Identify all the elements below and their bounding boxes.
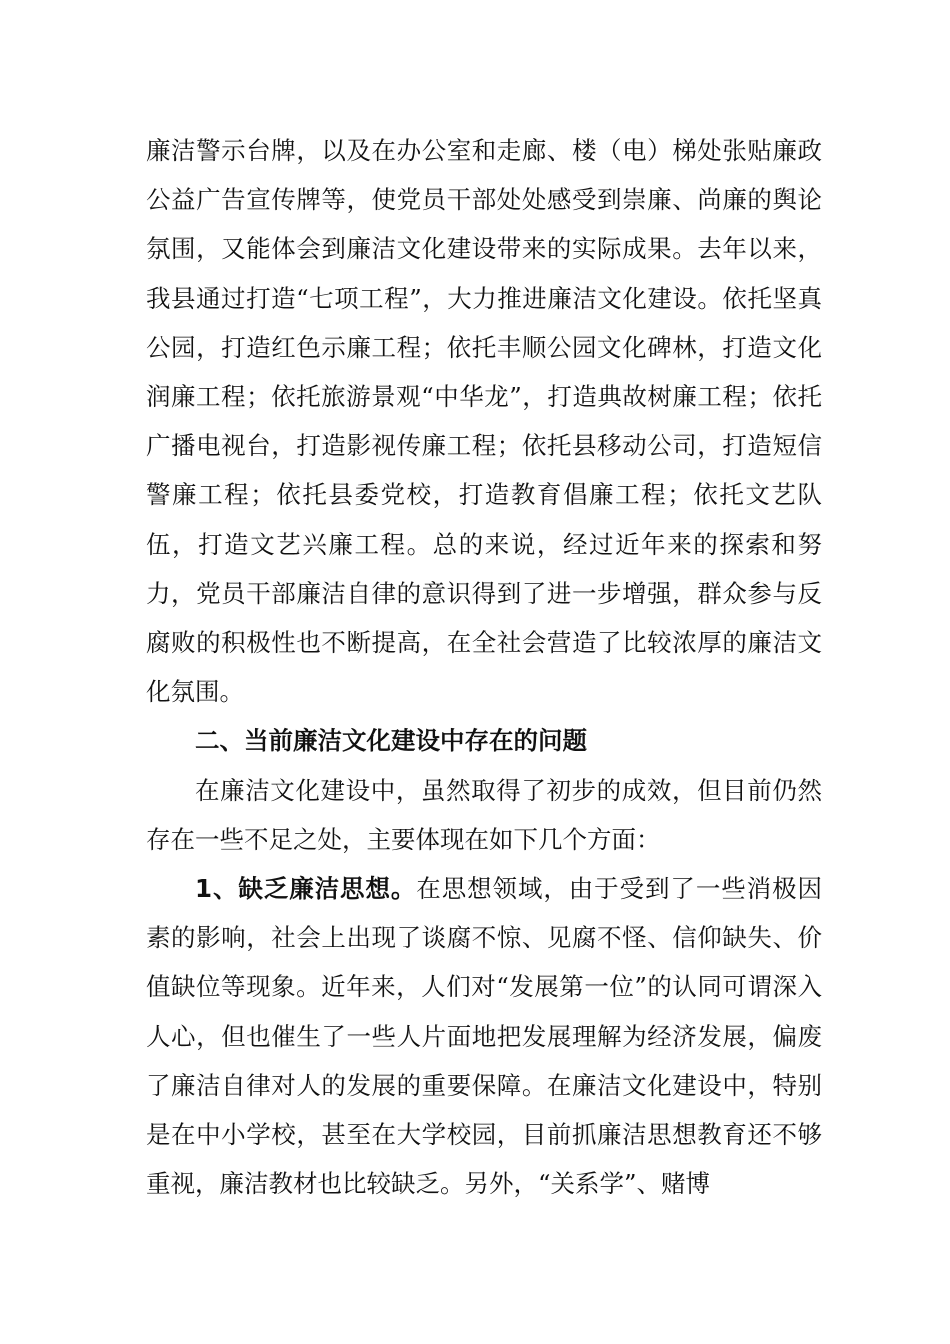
body-paragraph-1: 廉洁警示台牌，以及在办公室和走廊、楼（电）梯处张贴廉政公益广告宣传牌等，使党员干部处处感受到崇廉、尚廉的舆论氛围，又能体会到廉洁文化建设带来的实际成果。去年以来，我县通过打造“七项工程”，大力推进廉洁文化建设。依托坚真公园，打造红色示廉工程；依托丰顺公园文化碑林，打造文化润廉工程；依托旅游景观“中华龙”，打造典故树廉工程；依托广播电视台，打造影视传廉工程；依托县移动公司，打造短信警廉工程；依托县委党校，打造教育倡廉工程；依托文艺队伍，打造文艺兴廉工程。总的来说，经过近年来的探索和努力，党员干部廉洁自律的意识得到了进一步增强，群众参与反腐败的积极性也不断提高，在全社会营造了比较浓厚的廉洁文化氛围。 [146, 136, 822, 707]
section-heading: 二、当前廉洁文化建设中存在的问题 [195, 726, 587, 756]
document-page [146, 126, 822, 1208]
paragraph-lead-title: 1、缺乏廉洁思想。 [195, 874, 417, 904]
paragraph-body-text: 在思想领域，由于受到了一些消极因素的影响，社会上出现了谈腐不惊、见腐不怪、信仰缺失、价值缺位等现象。近年来，人们对“发展第一位”的认同可谓深入人心，但也催生了一些人片面地把发展理解为经济发展，偏废了廉洁自律对人的发展的重要保障。在廉洁文化建设中，特别是在中小学校，甚至在大学校园，目前抓廉洁思想教育还不够重视，廉洁教材也比较缺乏。另外，“关系学”、赌博 [146, 874, 823, 1199]
body-paragraph-2: 在廉洁文化建设中，虽然取得了初步的成效，但目前仍然存在一些不足之处，主要体现在如下几个方面： [146, 775, 822, 854]
body-paragraph-3 [146, 864, 822, 1208]
